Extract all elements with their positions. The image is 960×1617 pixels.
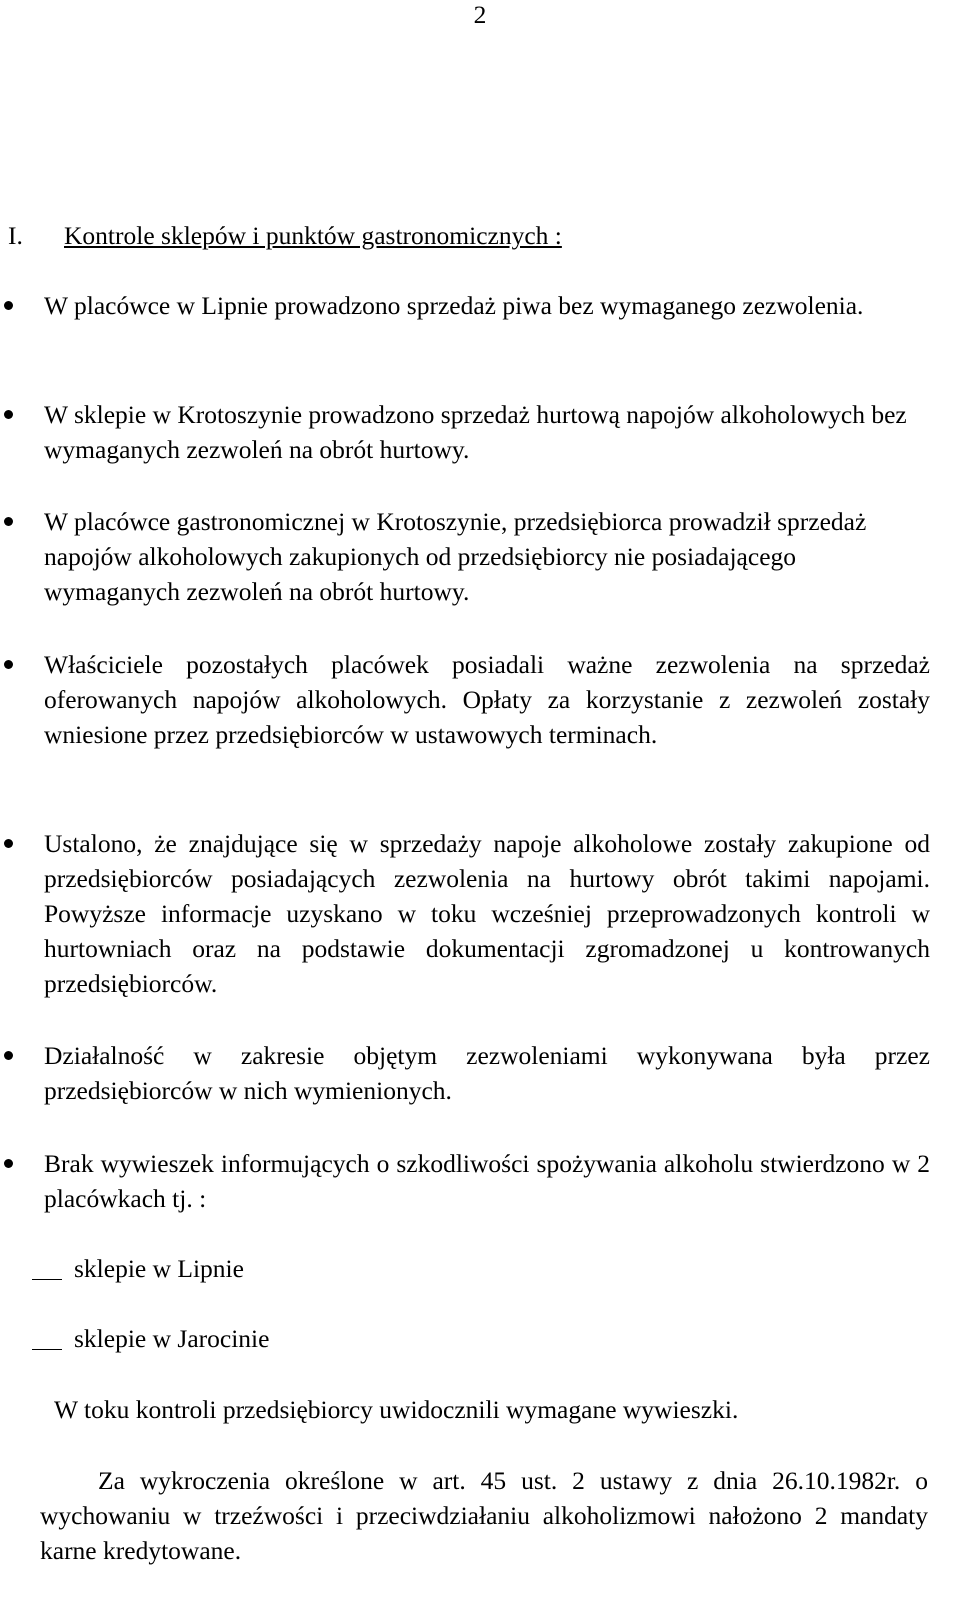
dash-item-text: sklepie w Lipnie — [74, 1254, 244, 1283]
dash-marker — [32, 1349, 62, 1350]
bullet-item: W placówce w Lipnie prowadzono sprzedaż piwa bez wymaganego zezwolenia. — [44, 288, 930, 323]
dash-item-text: sklepie w Jarocinie — [74, 1324, 270, 1353]
bullet-item: W sklepie w Krotoszynie prowadzono sprzedaż hurtową napojów alkoholowych bez wymaganych zezwoleń na obrót hurtowy. — [44, 397, 930, 467]
section-number: I. — [8, 221, 23, 250]
note-paragraph: W toku kontroli przedsiębiorcy uwidocznili wymagane wywieszki. — [54, 1395, 739, 1424]
dash-list-item — [32, 1251, 244, 1286]
final-paragraph: Za wykroczenia określone w art. 45 ust. 2 ustawy z dnia 26.10.1982r. o wychowaniu w trzeźwości i przeciwdziałaniu alkoholizmowi nałożono 2 mandaty karne kredytowane. — [40, 1466, 928, 1565]
section-title: Kontrole sklepów i punktów gastronomicznych : — [64, 221, 562, 250]
section-heading — [8, 218, 562, 253]
dash-list-item — [32, 1321, 269, 1356]
bullet-item: Właściciele pozostałych placówek posiadali ważne zezwolenia na sprzedaż oferowanych napojów alkoholowych. Opłaty za korzystanie z zezwoleń zostały wniesione przez przedsiębiorców w ustawowych terminach. — [44, 647, 930, 752]
bullet-item: W placówce gastronomicznej w Krotoszynie, przedsiębiorca prowadził sprzedaż napojów alkoholowych zakupionych od przedsiębiorcy nie posiadającego wymaganych zezwoleń na obrót hurtowy. — [44, 504, 930, 609]
bullet-item: Ustalono, że znajdujące się w sprzedaży napoje alkoholowe zostały zakupione od przedsiębiorców posiadających zezwolenia na hurtowy obrót takimi napojami. Powyższe informacje uzyskano w toku wcześniej przeprowadzonych kontroli w hurtowniach oraz na podstawie dokumentacji zgromadzonej u kontrowanych przedsiębiorców. — [44, 826, 930, 1001]
page-number: 2 — [473, 0, 487, 29]
bullet-item: Brak wywieszek informujących o szkodliwości spożywania alkoholu stwierdzono w 2 placówkach tj. : — [44, 1146, 930, 1216]
bullet-item: Działalność w zakresie objętym zezwoleniami wykonywana była przez przedsiębiorców w nich wymienionych. — [44, 1038, 930, 1108]
dash-marker — [32, 1279, 62, 1280]
